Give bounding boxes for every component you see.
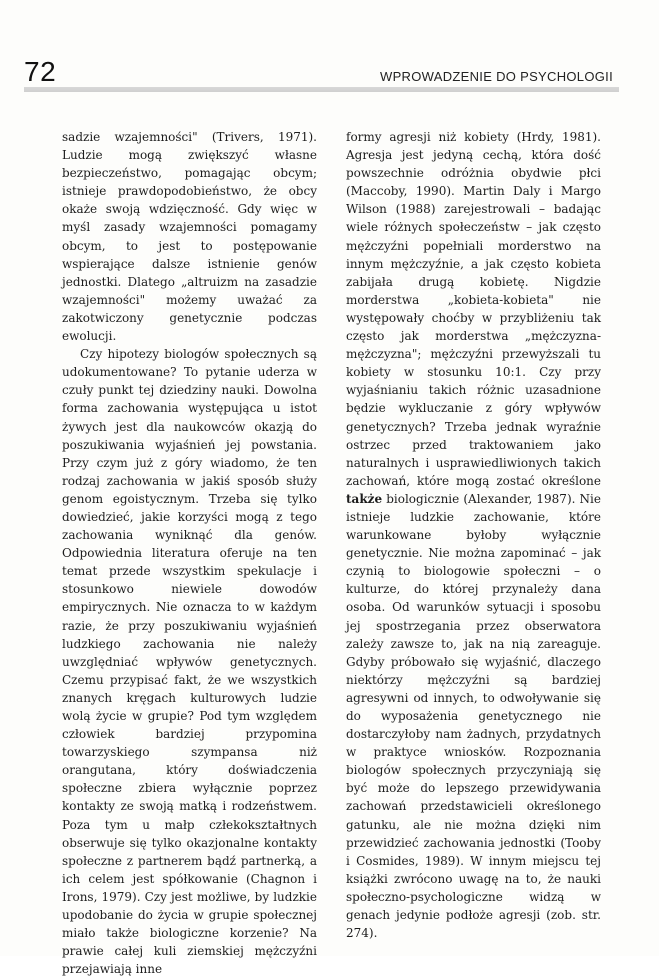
header-rule: [24, 87, 619, 92]
text-segment: biologicznie (Alexander, 1987). Nie istnieje ludzkie zachowanie, które warunkowane byłoby wyłącznie genetycznie. Nie można zapominać – jak czynią to biologowie społeczni – o kulturze, do której przynależy dana osoba. Od warunków sytuacji i sposobu jej spostrzegania przez obserwatora zależy zawsze to, jak na nią zareaguje. Gdyby próbowało się wyjaśnić, dlaczego niektórzy mężczyźni są bardziej agresywni od innych, to odwoływanie się do wyposażenia genetycznego nie dostarczyłoby nam żadnych, przydatnych w praktyce wniosków. Rozpoznania biologów społecznych przyczyniają się być może do lepszego przewidywania zachowań przedstawicieli określonego gatunku, ale nie można dzięki nim przewidzieć zachowania jednostki (Tooby i Cosmides, 1989). W innym miejscu tej książki zwrócono uwagę na to, że nauki społeczno-psychologiczne widzą w genach jedynie podłoże agresji (zob. str. 274).: [346, 491, 601, 941]
paragraph-sociobiology-evidence: Czy hipotezy biologów społecznych są udokumentowane? To pytanie uderza w czuły punkt tej dziedziny nauki. Dowolna forma zachowania występująca u istot żywych jest dla naukowców okazją do poszukiwania wyjaśnień jej powstania. Przy czym już z góry wiadomo, że ten rodzaj zachowania w jakiś sposób służy genom egoistycznym. Trzeba się tylko dowiedzieć, jakie korzyści mogą z tego zachowania wyniknąć dla genów. Odpowiednia literatura oferuje na ten temat przede wszystkim spekulacje i stosunkowo niewiele dowodów empirycznych. Nie oznacza to w każdym razie, że przy poszukiwaniu wyjaśnień ludzkiego zachowania nie należy uwzględniać wpływów genetycznych. Czemu przypisać fakt, że we wszystkich znanych kręgach kulturowych ludzie wolą życie w grupie? Pod tym względem człowiek bardziej przypomina towarzyskiego szympansa niż orangutana, który doświadczenia społeczne zbiera wyłącznie poprzez kontakty ze swoją matką i rodzeństwem. Poza tym u małp człekokształtnych obserwuje się tylko okazjonalne kontakty społeczne z partnerem bądź partnerką, a ich celem jest spółkowanie (Chagnon i Irons, 1979). Czy jest możliwe, by ludzkie upodobanie do życia w grupie społecznej miało także biologiczne korzenie? Na prawie całej kuli ziemskiej mężczyźni przejawiają inne: [62, 347, 317, 977]
right-text-column: [346, 128, 601, 942]
text-segment: formy agresji niż kobiety (Hrdy, 1981). Agresja jest jedyną cechą, która dość powszechnie odróżnia obydwie płci (Maccoby, 1990). Martin Daly i Margo Wilson (1988) zarejestrowali – badając wiele różnych społeczeństw – jak często mężczyźni popełniali morderstwo na innym mężczyźnie, a jak często kobieta zabijała drugą kobietę. Nigdzie morderstwa „kobieta-kobieta" nie występowały choćby w przybliżeniu tak często jak morderstwa „mężczyzna-mężczyzna"; mężczyźni przewyższali tu kobiety w stosunku 10:1. Czy przy wyjaśnianiu takich różnic uzasadnione będzie wykluczanie z góry wpływów genetycznych? Trzeba jednak wyraźnie ostrzec przed traktowaniem jako naturalnych i usprawiedliwionych takich zachowań, które mogą zostać określone: [346, 130, 601, 488]
emphasis-word: także: [346, 491, 383, 506]
paragraph-aggression: [346, 128, 601, 942]
paragraph-continued: sadzie wzajemności" (Trivers, 1971). Ludzie mogą zwiększyć własne bezpieczeństwo, pomagając obcym; istnieje prawdopodobieństwo, że obcy okaże swoją wdzięczność. Gdy więc w myśl zasady wzajemności pomagamy obcym, to jest to postępowanie wspierające dalsze istnienie genów jednostki. Dlatego „altruizm na zasadzie wzajemności" możemy uważać za zakotwiczony genetycznie podczas ewolucji.: [62, 130, 317, 344]
page-number: 72: [24, 56, 57, 87]
left-text-column: [62, 128, 317, 978]
running-head: WPROWADZENIE DO PSYCHOLOGII: [380, 69, 613, 84]
